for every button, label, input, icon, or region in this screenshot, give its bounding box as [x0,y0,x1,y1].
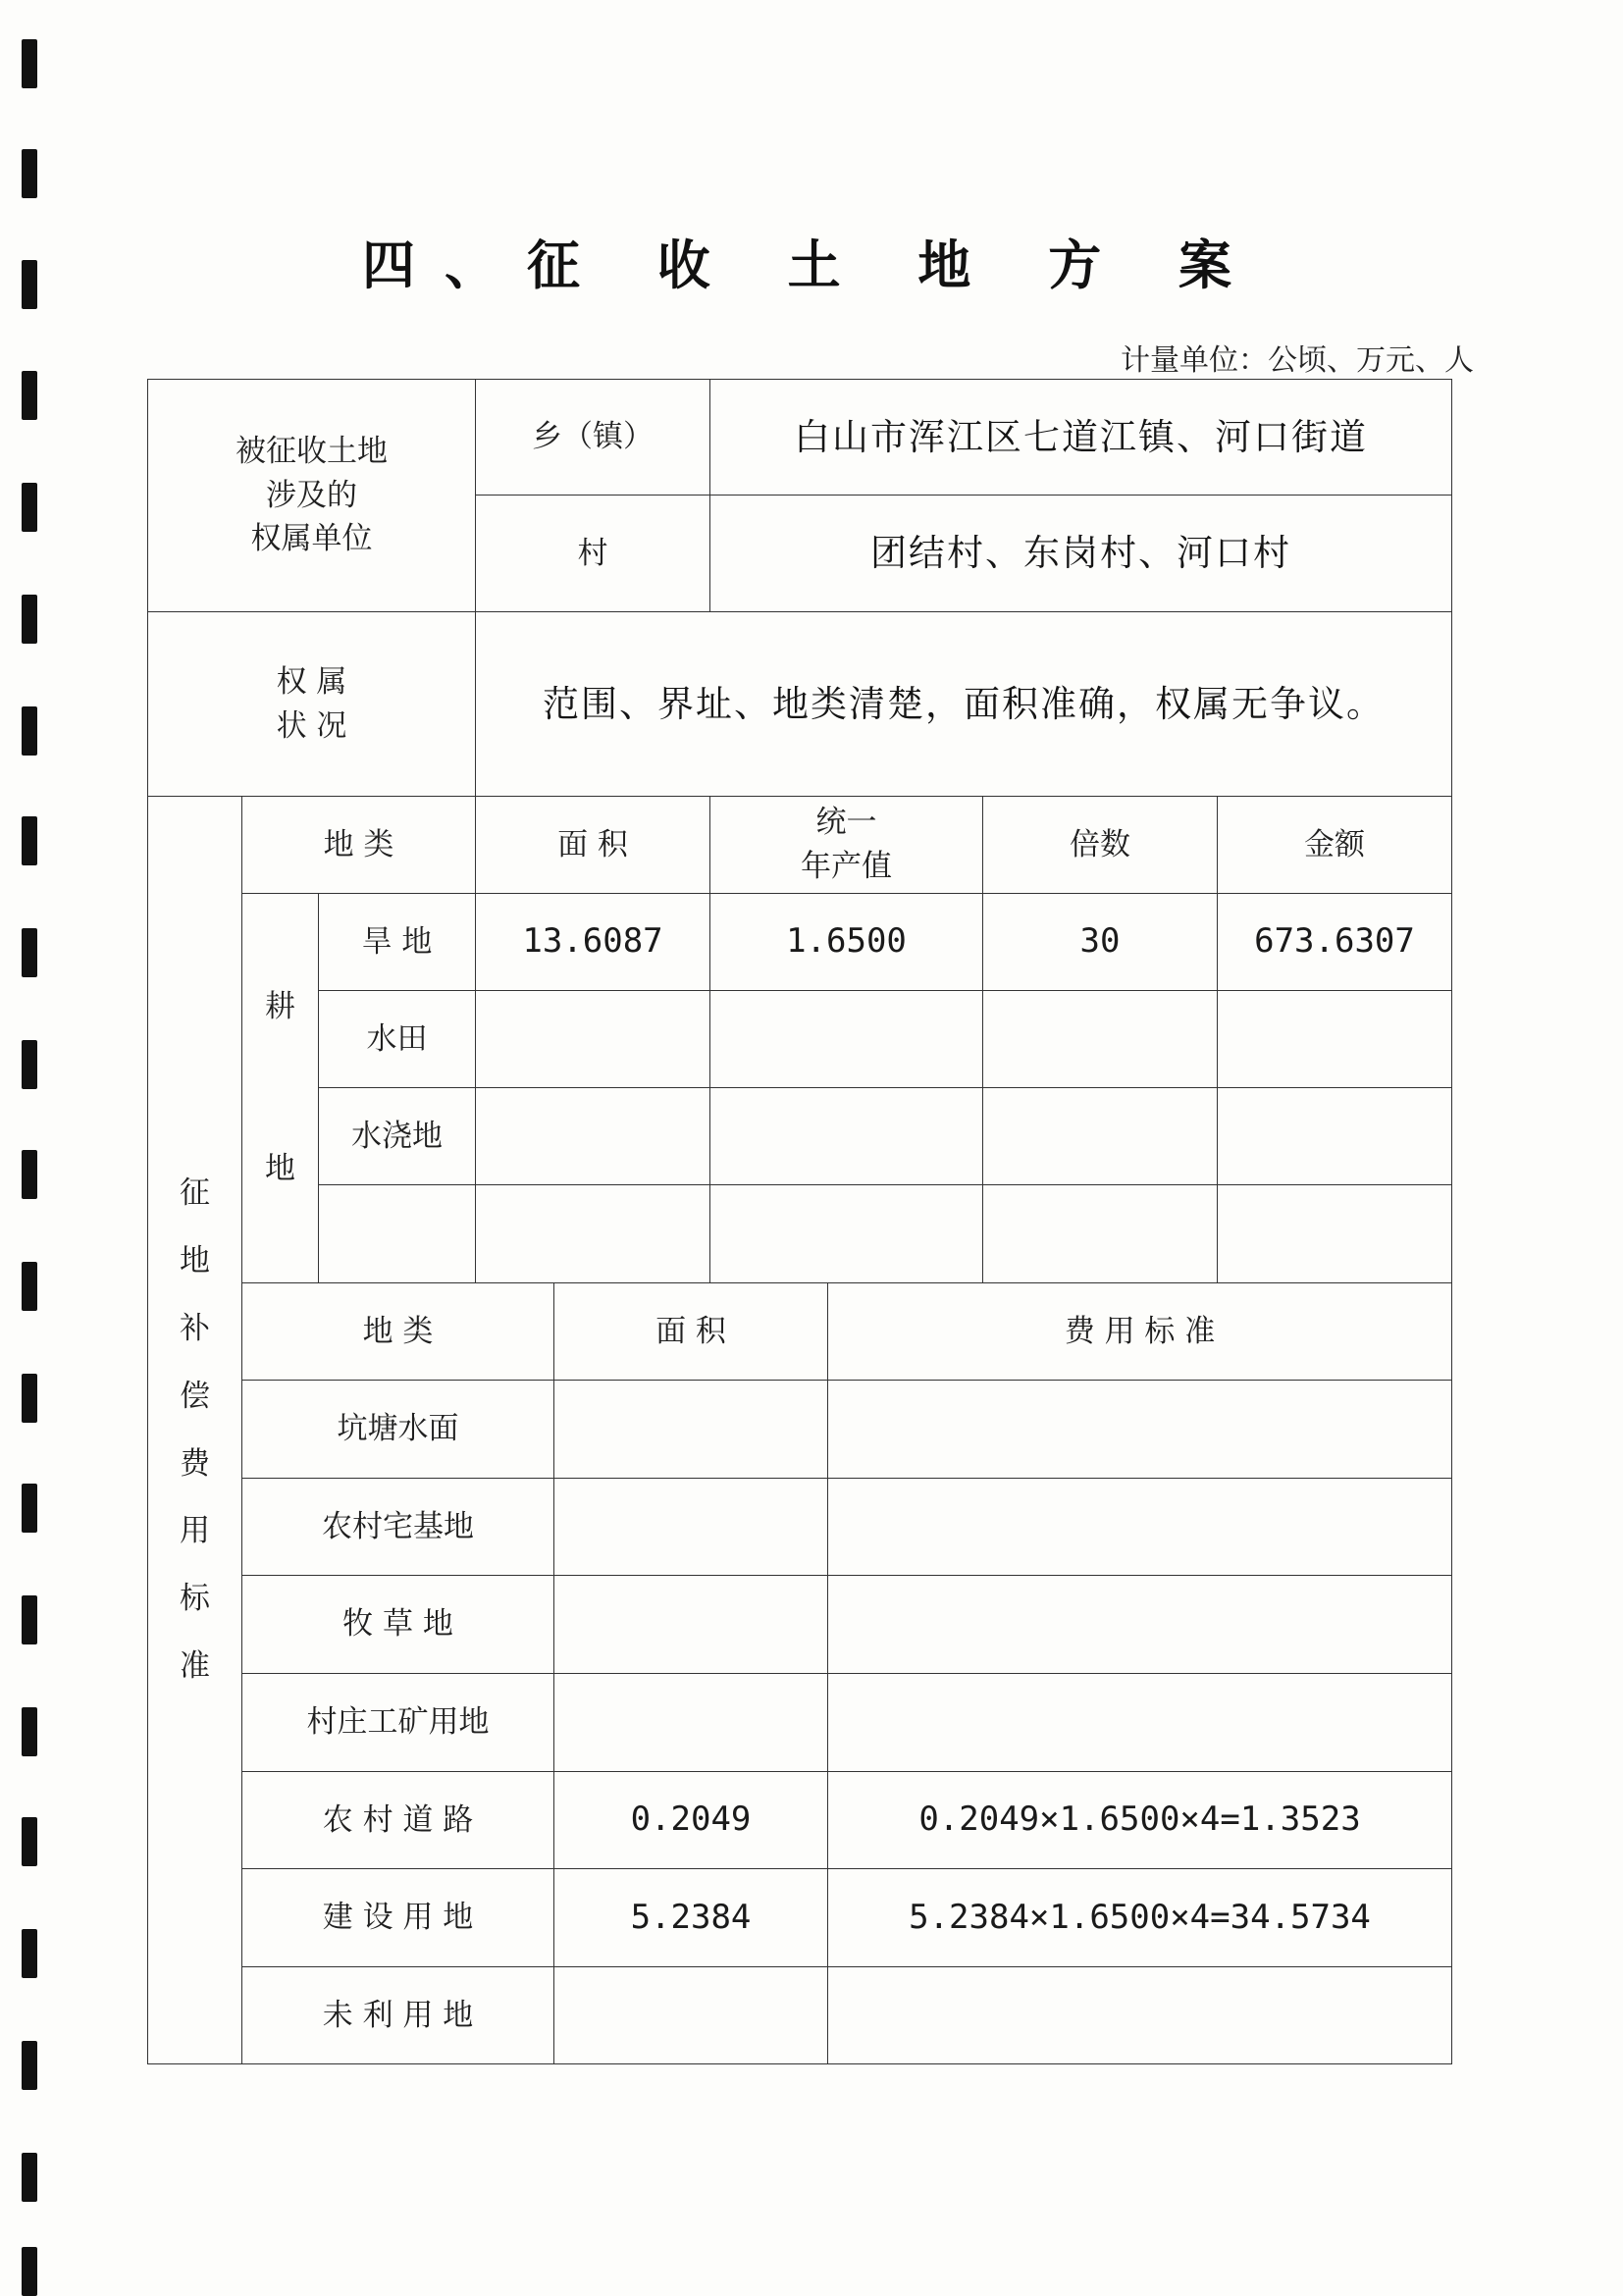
t2-row-area [553,1673,828,1772]
t2-row-area [553,1478,828,1576]
t1-row-unified-value [709,1087,983,1185]
t1-row-multiple [982,1087,1218,1185]
binding-hole [22,1929,37,1978]
cultivated-label-char: 地 [265,1151,295,1186]
status-label-line: 状 况 [276,707,347,744]
unit-label: 计量单位：公顷、万元、人 [1121,343,1474,378]
side-label-char: 地 [180,1242,210,1278]
t2-row-land-type: 农 村 道 路 [241,1771,554,1869]
binding-hole [22,1817,37,1866]
t1-row-amount [1217,1184,1452,1283]
t2-row-area [553,1575,828,1674]
t1-row-unified-value [709,1184,983,1283]
t2-row-fee [827,1380,1452,1479]
t1-header-land-type: 地 类 [241,796,476,894]
side-label-char: 征 [180,1174,210,1211]
t2-header-land-type: 地 类 [241,1282,554,1381]
cultivated-label [241,893,319,1283]
side-label-char: 用 [180,1513,210,1549]
t2-row-fee [827,1575,1452,1674]
village-value: 团结村、东岗村、河口村 [709,495,1452,612]
t1-header-multiple: 倍数 [982,796,1218,894]
binding-holes [0,0,79,2294]
t1-row-area: 13.6087 [475,893,710,991]
t1-row-unified-value: 1.6500 [709,893,983,991]
t1-row-amount [1217,990,1452,1088]
t1-row-multiple [982,1184,1218,1283]
binding-hole [22,2041,37,2090]
t1-row-area [475,1087,710,1185]
t2-row-area: 0.2049 [553,1771,828,1869]
t2-row-land-type: 坑塘水面 [241,1380,554,1479]
township-label: 乡（镇） [475,379,710,496]
binding-hole [22,928,37,977]
t2-row-land-type: 村庄工矿用地 [241,1673,554,1772]
side-label-char: 偿 [180,1378,210,1414]
t2-row-area [553,1380,828,1479]
binding-hole [22,1707,37,1756]
t1-row-multiple: 30 [982,893,1218,991]
t1-row-amount [1217,1087,1452,1185]
binding-hole [22,816,37,865]
binding-hole [22,1150,37,1199]
t1-row-area [475,990,710,1088]
t2-header-area: 面 积 [553,1282,828,1381]
t1-row-land-type: 水浇地 [318,1087,476,1185]
t1-row-area [475,1184,710,1283]
binding-hole [22,2247,37,2296]
t1-row-multiple [982,990,1218,1088]
t2-row-land-type: 牧 草 地 [241,1575,554,1674]
side-label-char: 标 [180,1581,210,1617]
ownership-label-line: 涉及的 [266,477,357,513]
t1-row-land-type: 旱 地 [318,893,476,991]
township-value: 白山市浑江区七道江镇、河口街道 [709,379,1452,496]
page-title: 四、征 收 土 地 方 案 [362,235,1261,296]
t1-header-unified-value-line: 统一 [815,805,877,841]
binding-hole [22,1484,37,1533]
side-label-char: 准 [180,1648,210,1685]
t1-header-amount: 金额 [1217,796,1452,894]
binding-hole [22,1262,37,1311]
binding-hole [22,371,37,420]
t2-row-land-type: 农村宅基地 [241,1478,554,1576]
ownership-label-line: 被征收土地 [236,433,388,469]
binding-hole [22,595,37,644]
t2-header-fee-standard: 费 用 标 准 [827,1282,1452,1381]
status-label-line: 权 属 [276,663,347,700]
t2-row-land-type: 建 设 用 地 [241,1868,554,1967]
village-label: 村 [475,495,710,612]
t2-row-fee: 0.2049×1.6500×4=1.3523 [827,1771,1452,1869]
side-label-char: 补 [180,1310,210,1346]
binding-hole [22,706,37,756]
t1-header-unified-value [709,796,983,894]
t1-row-unified-value [709,990,983,1088]
ownership-label [147,379,476,612]
binding-hole [22,2153,37,2202]
t2-row-fee: 5.2384×1.6500×4=34.5734 [827,1868,1452,1967]
cultivated-label-char: 耕 [265,989,295,1025]
binding-hole [22,1595,37,1644]
t1-header-unified-value-line: 年产值 [801,849,892,884]
t2-row-area [553,1966,828,2064]
t2-row-area: 5.2384 [553,1868,828,1967]
t2-row-land-type: 未 利 用 地 [241,1966,554,2064]
t2-row-fee [827,1966,1452,2064]
binding-hole [22,483,37,532]
t1-row-land-type: 水田 [318,990,476,1088]
side-label-char: 费 [180,1445,210,1482]
binding-hole [22,1040,37,1089]
t1-row-amount: 673.6307 [1217,893,1452,991]
t2-row-fee [827,1478,1452,1576]
binding-hole [22,1374,37,1423]
ownership-label-line: 权属单位 [250,521,373,557]
compensation-side-label [147,796,242,2064]
t1-header-area: 面 积 [475,796,710,894]
t2-row-fee [827,1673,1452,1772]
status-value: 范围、界址、地类清楚，面积准确，权属无争议。 [475,611,1452,797]
binding-hole [22,39,37,88]
status-label [147,611,476,797]
binding-hole [22,149,37,198]
t1-row-land-type [318,1184,476,1283]
